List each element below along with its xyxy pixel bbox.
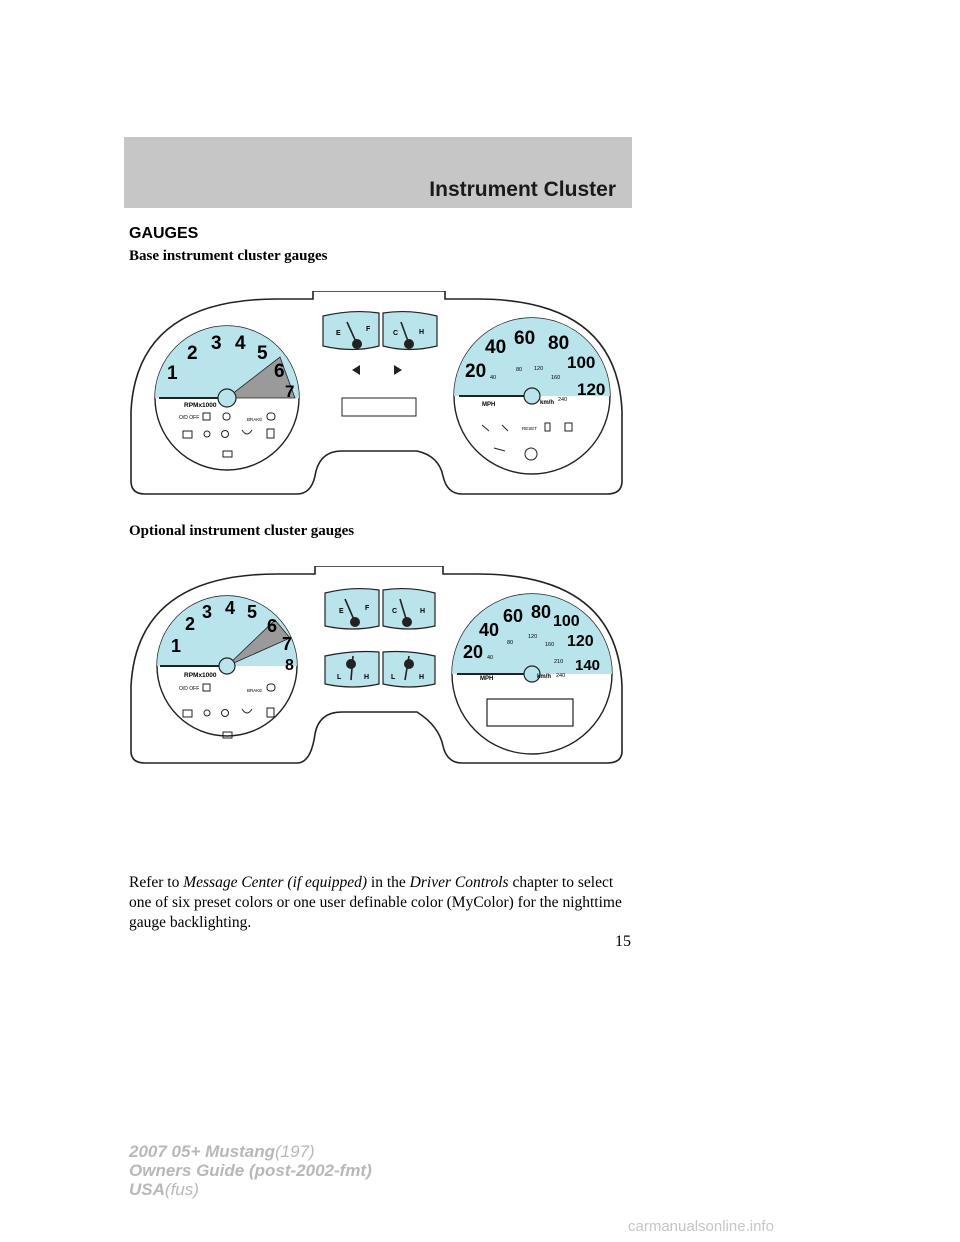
speed-number: 40 — [479, 620, 500, 640]
kmh-unit: km/h — [537, 674, 552, 680]
message-center-display — [487, 699, 573, 726]
tach-number: 5 — [247, 602, 258, 622]
tach-number: 6 — [274, 361, 285, 382]
chapter-title: Instrument Cluster — [429, 178, 616, 201]
body-paragraph — [129, 873, 634, 933]
speed-number: 80 — [531, 602, 552, 622]
speed-number: 20 — [463, 642, 484, 662]
tachometer — [155, 326, 299, 470]
kmh-number: 40 — [487, 655, 494, 661]
kmh-number: 80 — [507, 640, 514, 646]
tach-number: 7 — [285, 382, 295, 401]
header-band — [124, 137, 632, 208]
tach-number: 6 — [267, 616, 278, 636]
document-footer — [129, 1142, 372, 1199]
tach-unit: RPMx1000 — [184, 402, 217, 409]
message-center-reference: Message Center (if equipped) — [183, 874, 368, 891]
oil-pressure-l-label: L — [391, 674, 396, 681]
tach-number: 1 — [167, 363, 178, 384]
speed-number: 60 — [514, 328, 536, 349]
fuel-f-label: F — [365, 605, 370, 612]
kmh-number: 40 — [490, 375, 497, 381]
kmh-number: 80 — [516, 367, 523, 373]
kmh-number: 210 — [554, 659, 564, 665]
tach-number: 4 — [225, 598, 236, 618]
fuel-f-label: F — [366, 326, 371, 333]
od-off-indicator: O/D OFF — [179, 686, 200, 692]
mph-unit: MPH — [482, 402, 496, 408]
temp-c-label: C — [393, 330, 399, 337]
speed-number: 140 — [575, 657, 601, 674]
tach-number: 2 — [187, 343, 198, 364]
temp-h-label: H — [419, 329, 425, 336]
base-cluster-caption: Base instrument cluster gauges — [129, 248, 328, 264]
speed-number: 80 — [548, 333, 570, 354]
oil-pressure-h-label: H — [419, 674, 425, 681]
body-text-span: Refer to — [129, 874, 184, 891]
footer-model: 2007 05+ Mustang — [129, 1142, 275, 1161]
speed-number: 120 — [577, 380, 606, 399]
kmh-unit: km/h — [540, 400, 555, 406]
body-text-span: in the — [367, 874, 410, 891]
speed-number: 100 — [567, 353, 596, 372]
kmh-number: 160 — [551, 375, 561, 381]
reset-label: RESET — [522, 426, 538, 431]
tach-number: 3 — [211, 333, 222, 354]
tach-number: 8 — [285, 657, 294, 674]
speed-number: 40 — [485, 337, 507, 358]
kmh-number: 120 — [534, 366, 544, 372]
footer-code: (197) — [275, 1142, 315, 1161]
driver-controls-reference: Driver Controls — [409, 874, 509, 891]
footer-region-code: (fus) — [164, 1180, 199, 1199]
kmh-number: 240 — [558, 397, 568, 403]
brake-indicator: BRAKE — [247, 417, 263, 422]
optional-cluster-caption: Optional instrument cluster gauges — [129, 523, 355, 539]
footer-guide: Owners Guide (post-2002-fmt) — [129, 1161, 372, 1180]
optional-cluster-illustration — [127, 566, 627, 771]
tach-number: 7 — [282, 634, 293, 654]
kmh-number: 120 — [528, 634, 538, 640]
speed-number: 100 — [553, 613, 580, 630]
tach-number: 1 — [171, 636, 182, 656]
watermark: carmanualsonline.info — [628, 1218, 774, 1235]
brake-indicator: BRAKE — [247, 688, 263, 693]
speedometer — [454, 318, 610, 474]
fuel-e-label: E — [336, 330, 341, 337]
section-heading: GAUGES — [129, 225, 199, 242]
speedometer — [452, 594, 612, 754]
speed-number: 120 — [567, 633, 594, 650]
od-off-indicator: O/D OFF — [179, 415, 200, 421]
tach-number: 2 — [185, 614, 196, 634]
base-cluster-illustration — [127, 291, 627, 496]
tach-number: 3 — [202, 602, 213, 622]
tach-unit: RPMx1000 — [184, 672, 217, 679]
mph-unit: MPH — [480, 676, 494, 682]
kmh-number: 160 — [545, 642, 555, 648]
footer-region: USA — [129, 1180, 165, 1199]
speed-number: 60 — [503, 606, 524, 626]
tach-number: 5 — [257, 343, 268, 364]
page-number: 15 — [615, 933, 631, 950]
voltmeter-h-label: H — [364, 674, 370, 681]
speed-number: 20 — [465, 361, 487, 382]
temp-h-label: H — [420, 608, 426, 615]
body-text-span: chapter to select one of six preset colors or one user definable color (MyColor) for the nighttime gauge backlighting. — [129, 874, 622, 931]
odometer-display — [342, 398, 416, 416]
tach-number: 4 — [235, 333, 246, 354]
fuel-e-label: E — [339, 608, 344, 615]
voltmeter-l-label: L — [337, 674, 342, 681]
temp-c-label: C — [392, 608, 398, 615]
tachometer — [157, 596, 297, 738]
kmh-number: 240 — [556, 673, 566, 679]
